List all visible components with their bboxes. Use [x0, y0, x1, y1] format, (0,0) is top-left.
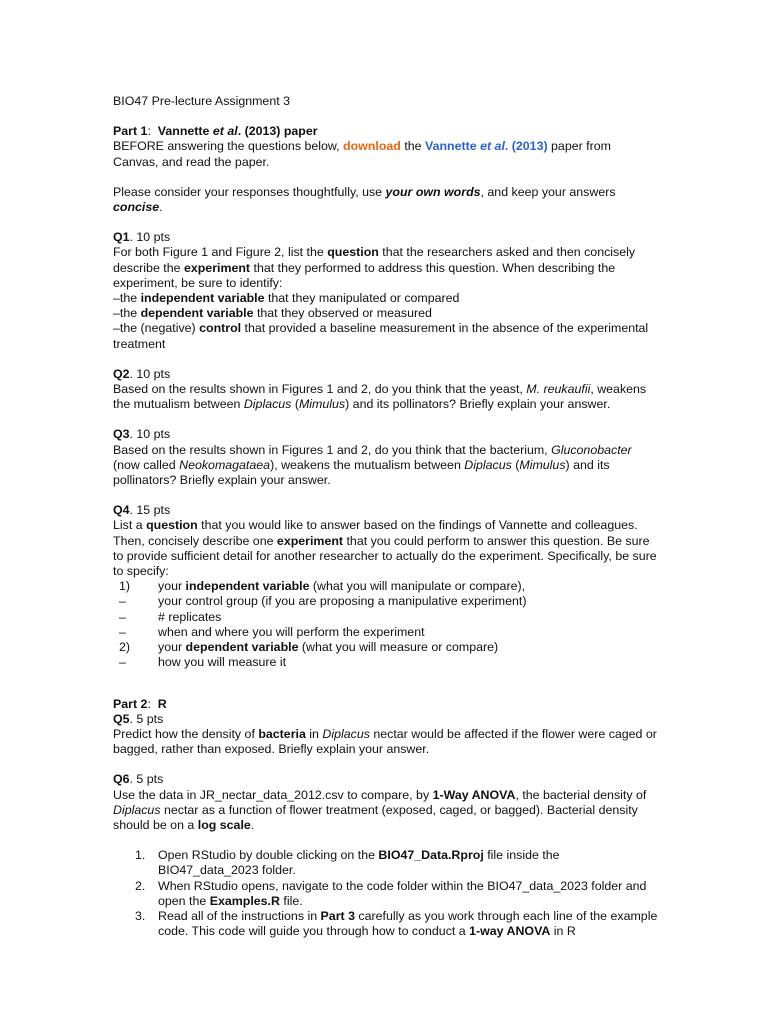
part2-heading: Part 2: R — [113, 696, 167, 711]
q6-steps-list — [113, 848, 658, 939]
q6-heading: Q6. 5 pts — [113, 772, 164, 787]
list-item: 3. Read all of the instructions in Part 3 carefully as you work through each line of the example code. This code will guide you through how to conduct a 1-way ANOVA in R — [135, 908, 658, 939]
list-item: – your control group (if you are proposing a manipulative experiment) — [119, 594, 527, 609]
q5-text: Predict how the density of bacteria in Diplacus nectar would be affected if the flower were caged or bagged, rather than exposed. Briefly explain your answer. — [113, 726, 657, 757]
list-item: 1. Open RStudio by double clicking on the BIO47_Data.Rproj file inside the BIO47_data_2023 folder. — [135, 848, 560, 878]
q4-heading: Q4. 15 pts — [113, 503, 171, 518]
q2-text: Based on the results shown in Figures 1 and 2, do you think that the yeast, M. reukaufii, weakens the mutualism between Diplacus (Mimulus) and its pollinators? Briefly explain your answer. — [113, 382, 647, 412]
q3-text: Based on the results shown in Figures 1 and 2, do you think that the bacterium, Gluconobacter (now called Neokomagataea), weakens the mutualism between Diplacus (Mimulus) and its pollinators? Briefly explain your answer. — [113, 442, 632, 488]
q3-heading: Q3. 10 pts — [113, 427, 171, 442]
q4-text: List a question that you would like to answer based on the findings of Vannette and colleagues. Then, concisely describe one experiment that you could perform to answer this question. Be sure to provide sufficient detail for another researcher to actually do the experiment. Specifically, be sure to specify: — [113, 518, 657, 579]
q5-heading: Q5. 5 pts — [113, 711, 164, 726]
list-item: 2) your dependent variable (what you will measure or compare) — [119, 640, 499, 655]
q1-heading: Q1. 10 pts — [113, 230, 171, 245]
q1-item-control: –the (negative) control that provided a baseline measurement in the absence of the experimental treatment — [113, 321, 649, 351]
download-link[interactable]: download — [343, 139, 401, 154]
q1-text: For both Figure 1 and Figure 2, list the question that the researchers asked and then concisely describe the experiment that they performed to address this question. When describing the experiment, be sure to identify: — [113, 245, 636, 290]
list-item: – # replicates — [119, 609, 222, 624]
list-item: – how you will measure it — [119, 655, 287, 670]
q1-item-dependent: –the dependent variable that they observed or measured — [113, 306, 432, 321]
paper-link[interactable]: Vannette et al. (2013) — [425, 139, 548, 154]
part1-label: Part 1 — [113, 124, 148, 139]
part1-heading: Part 1: Vannette et al. (2013) paper — [113, 124, 318, 139]
q2-heading: Q2. 10 pts — [113, 366, 171, 381]
document-title: BIO47 Pre-lecture Assignment 3 — [113, 94, 290, 108]
q6-text: Use the data in JR_nectar_data_2012.csv to compare, by 1-Way ANOVA, the bacterial density of Diplacus nectar as a function of flower treatment (exposed, caged, or bagged). Bacterial density should be on a log scale. — [113, 787, 647, 832]
list-item: – when and where you will perform the experiment — [119, 624, 425, 639]
list-item: 1) your independent variable (what you will manipulate or compare), — [119, 579, 526, 594]
q1-item-independent: –the independent variable that they manipulated or compared — [113, 291, 460, 306]
part1-instructions: Please consider your responses thoughtfully, use your own words, and keep your answers concise. — [113, 184, 616, 215]
q4-specify-list — [113, 579, 658, 670]
part1-intro: BEFORE answering the questions below, download the Vannette et al. (2013) paper from Canvas, and read the paper. — [113, 139, 611, 169]
list-item: 2. When RStudio opens, navigate to the code folder within the BIO47_data_2023 folder and open the Examples.R file. — [135, 878, 647, 908]
